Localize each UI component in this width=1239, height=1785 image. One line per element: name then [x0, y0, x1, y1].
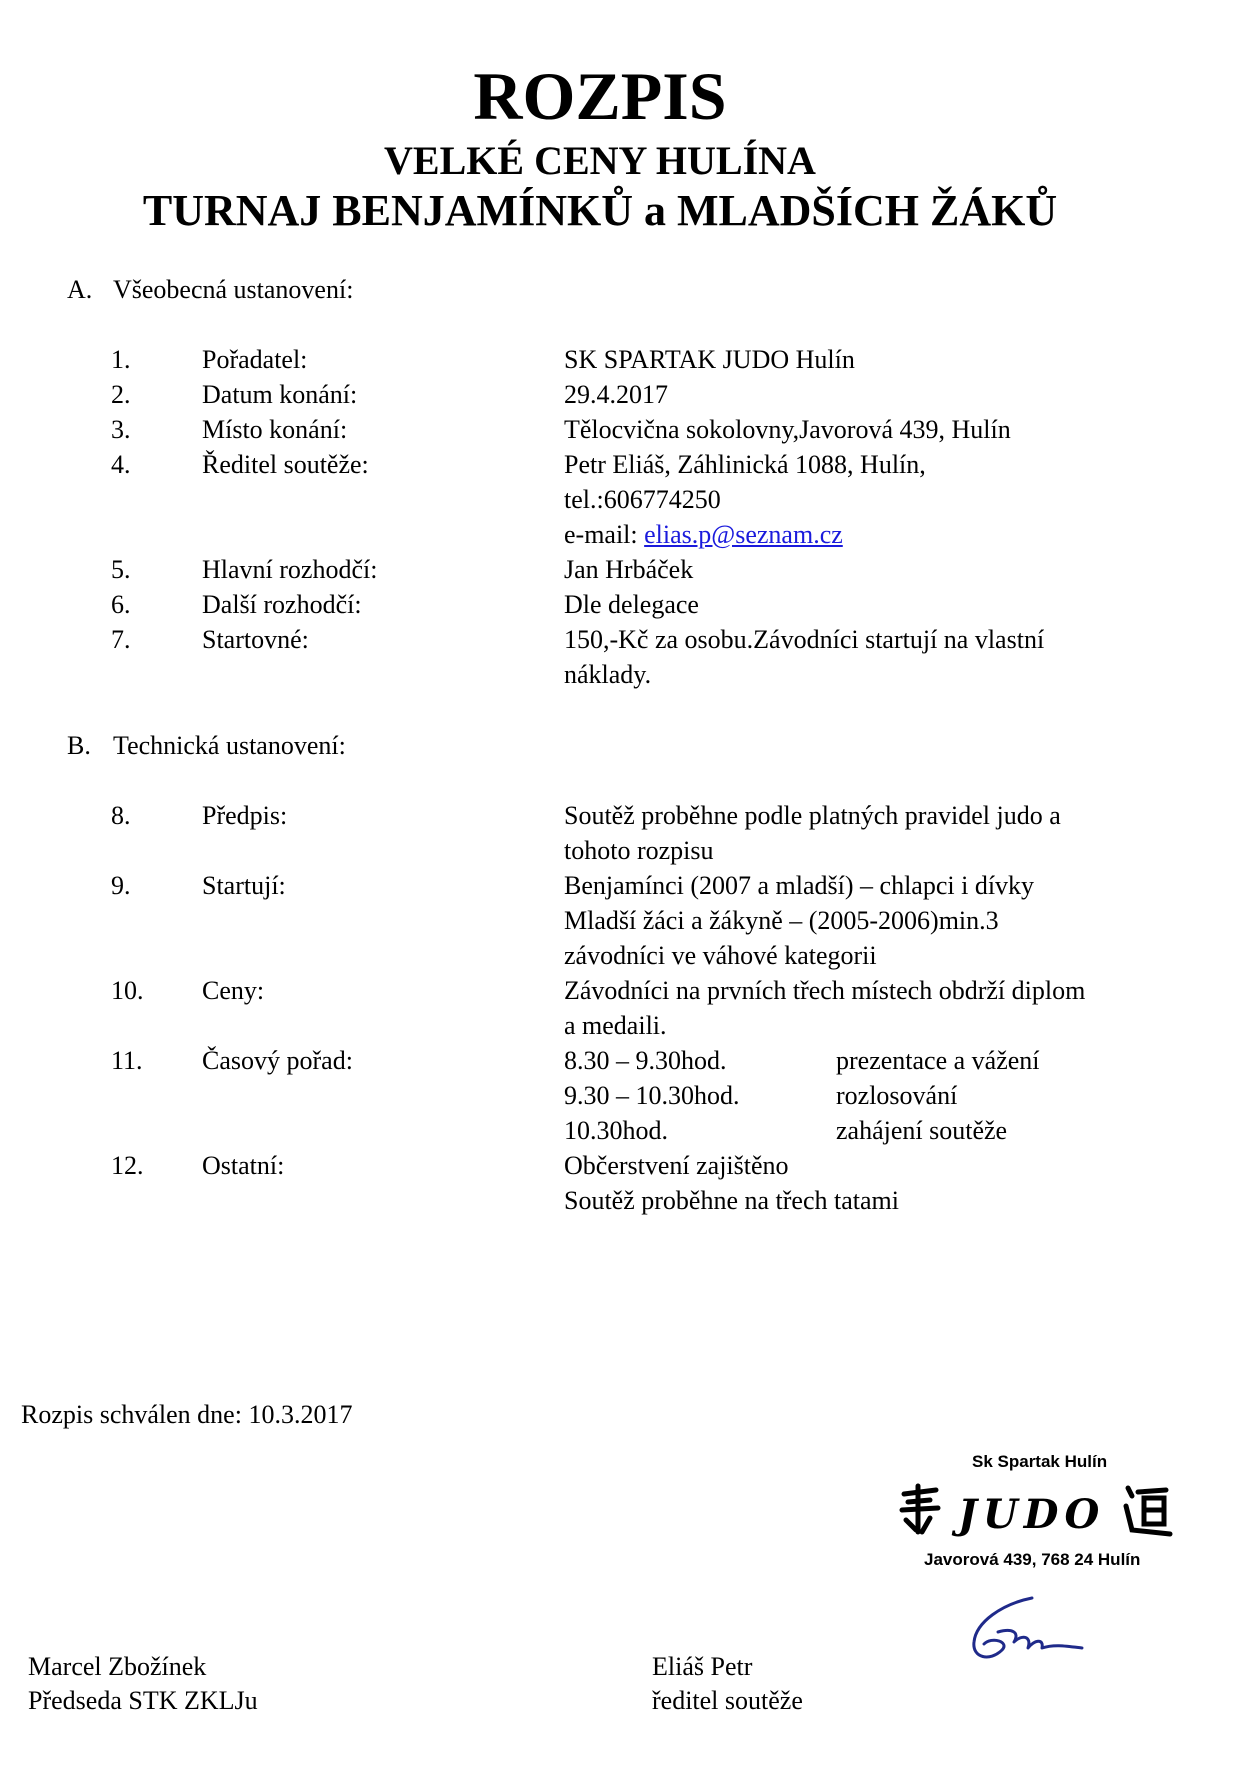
item-label: Ostatní:: [202, 1151, 285, 1180]
item-number: 9.: [111, 871, 131, 900]
schedule-time: 10.30hod.: [564, 1116, 668, 1145]
item-number: 12.: [111, 1151, 144, 1180]
value-line: Tělocvična sokolovny,Javorová 439, Hulín: [564, 415, 1011, 444]
schedule-activity: rozlosování: [836, 1081, 958, 1110]
item-value: [564, 1148, 1204, 1218]
schedule-table: [564, 1043, 1204, 1148]
item-number: 1.: [111, 345, 131, 374]
document-subtitle: VELKÉ CENY HULÍNA: [384, 138, 816, 183]
item-label: Časový pořad:: [202, 1046, 353, 1075]
item-number: 6.: [111, 590, 131, 619]
section-b-title: Technická ustanovení:: [113, 731, 346, 760]
signature-drawing: [962, 1592, 1102, 1672]
value-line: Závodníci na prvních třech místech obdrží diplom: [564, 976, 1086, 1005]
schedule-time: 8.30 – 9.30hod.: [564, 1046, 727, 1075]
section-b-letter: B.: [67, 731, 91, 760]
email-prefix: e-mail:: [564, 520, 645, 549]
stamp-club-name: Sk Spartak Hulín: [972, 1452, 1108, 1471]
item-label: Ředitel soutěže:: [202, 450, 369, 479]
approval-date: Rozpis schválen dne: 10.3.2017: [21, 1400, 353, 1429]
value-line: tohoto rozpisu: [564, 836, 714, 865]
value-line: tel.:606774250: [564, 485, 721, 514]
schedule-row: [564, 1043, 1204, 1078]
item-number: 11.: [111, 1046, 143, 1075]
stamp-judo-logo: [896, 1480, 1176, 1542]
section-b-heading: [67, 728, 346, 763]
item-number: 8.: [111, 801, 131, 830]
section-a-heading: [67, 272, 353, 307]
item-label: Startovné:: [202, 625, 309, 654]
schedule-activity: prezentace a vážení: [836, 1046, 1040, 1075]
value-line: Dle delegace: [564, 590, 699, 619]
section-a-title: Všeobecná ustanovení:: [113, 275, 354, 304]
value-line: Benjamínci (2007 a mladší) – chlapci i dívky: [564, 871, 1035, 900]
item-label: Další rozhodčí:: [202, 590, 362, 619]
signatory-right-role: ředitel soutěže: [652, 1686, 803, 1715]
item-value: [564, 973, 1204, 1043]
schedule-time: 9.30 – 10.30hod.: [564, 1081, 740, 1110]
value-line: závodníci ve váhové kategorii: [564, 941, 877, 970]
svg-text:JUDO: JUDO: [958, 1491, 1106, 1538]
value-line: 29.4.2017: [564, 380, 668, 409]
item-number: 4.: [111, 450, 131, 479]
value-line: Jan Hrbáček: [564, 555, 694, 584]
item-value: [564, 552, 1204, 587]
item-number: 7.: [111, 625, 131, 654]
item-value: [564, 412, 1204, 447]
item-label: Datum konání:: [202, 380, 358, 409]
item-number: 3.: [111, 415, 131, 444]
value-line: Mladší žáci a žákyně – (2005-2006)min.3: [564, 906, 999, 935]
item-label: Startují:: [202, 871, 286, 900]
value-line: Soutěž proběhne podle platných pravidel judo a: [564, 801, 1061, 830]
value-line: náklady.: [564, 660, 652, 689]
item-label: Pořadatel:: [202, 345, 308, 374]
schedule-activity: zahájení soutěže: [836, 1116, 1008, 1145]
item-number: 5.: [111, 555, 131, 584]
signatory-right-name: Eliáš Petr: [652, 1652, 753, 1681]
item-number: 2.: [111, 380, 131, 409]
item-label: Hlavní rozhodčí:: [202, 555, 378, 584]
item-label: Předpis:: [202, 801, 288, 830]
item-value: [564, 377, 1204, 412]
value-line: SK SPARTAK JUDO Hulín: [564, 345, 855, 374]
value-line: Soutěž proběhne na třech tatami: [564, 1186, 899, 1215]
document-title: ROZPIS: [473, 58, 727, 134]
schedule-row: [564, 1113, 1204, 1148]
item-value: [564, 587, 1204, 622]
value-line: Občerstvení zajištěno: [564, 1151, 789, 1180]
item-label: Místo konání:: [202, 415, 348, 444]
section-a-letter: A.: [67, 275, 93, 304]
value-line: 150,-Kč za osobu.Závodníci startují na vlastní: [564, 625, 1045, 654]
signatory-left-name: Marcel Zbožínek: [28, 1652, 207, 1681]
stamp-address: Javorová 439, 768 24 Hulín: [924, 1550, 1141, 1569]
value-line: Petr Eliáš, Záhlinická 1088, Hulín,: [564, 450, 926, 479]
document-subtitle-2: TURNAJ BENJAMÍNKŮ a MLADŠÍCH ŽÁKŮ: [142, 186, 1058, 235]
item-value: [564, 342, 1204, 377]
email-line: [564, 517, 1204, 552]
value-line: a medaili.: [564, 1011, 667, 1040]
item-label: Ceny:: [202, 976, 265, 1005]
item-number: 10.: [111, 976, 144, 1005]
email-link[interactable]: elias.p@seznam.cz: [644, 520, 843, 549]
item-value: [564, 447, 1204, 552]
item-value: [564, 622, 1204, 692]
item-value: [564, 798, 1204, 868]
schedule-row: [564, 1078, 1204, 1113]
club-stamp: [896, 1452, 1176, 1572]
item-value: [564, 868, 1204, 973]
signatory-left-role: Předseda STK ZKLJu: [28, 1686, 258, 1715]
